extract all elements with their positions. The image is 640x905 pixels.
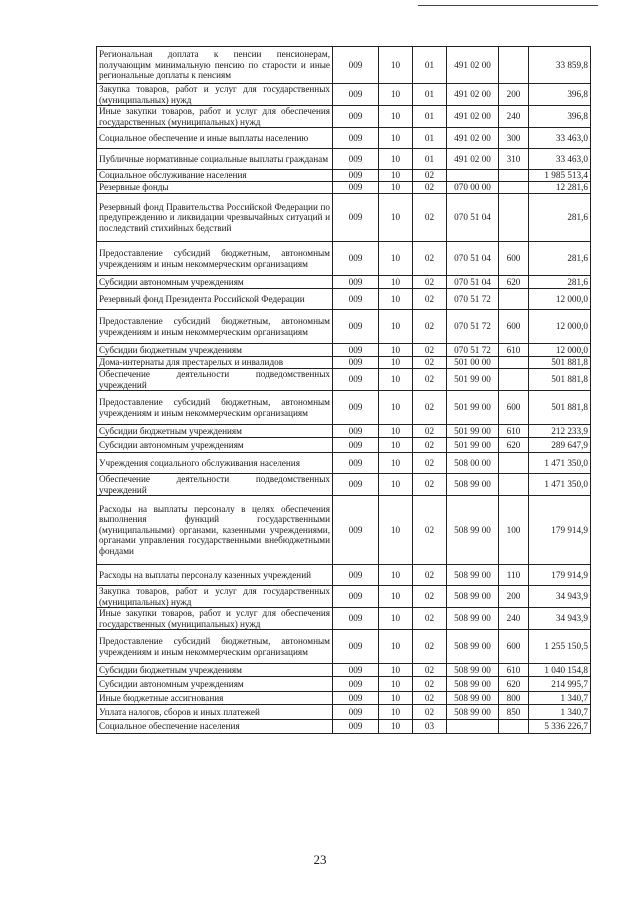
table-row <box>97 170 591 182</box>
table-row <box>97 496 591 565</box>
row-name: Субсидии бюджетным учреждениям <box>97 344 333 357</box>
table-row <box>97 357 591 369</box>
row-vr: 850 <box>499 705 529 720</box>
row-csr: 508 99 00 <box>447 630 499 664</box>
row-pr: 02 <box>413 474 447 496</box>
row-vr <box>499 170 529 182</box>
row-rz: 10 <box>379 194 413 242</box>
table-row <box>97 84 591 106</box>
row-pr: 02 <box>413 453 447 474</box>
row-vr: 610 <box>499 425 529 438</box>
table-row <box>97 194 591 242</box>
row-rz: 10 <box>379 369 413 391</box>
row-name: Иные закупки товаров, работ и услуг для обеспечения государственных (муниципальных) нужд <box>97 106 333 128</box>
row-ved: 009 <box>333 149 379 170</box>
row-vr: 110 <box>499 565 529 586</box>
row-rz: 10 <box>379 344 413 357</box>
row-name: Предоставление субсидий бюджетным, автономным учреждениям и иным некоммерческим организациям <box>97 630 333 664</box>
row-vr <box>499 182 529 194</box>
row-sum: 281,6 <box>529 194 591 242</box>
row-name: Резервный фонд Президента Российской Федерации <box>97 289 333 310</box>
row-sum: 1 471 350,0 <box>529 453 591 474</box>
row-sum: 212 233,9 <box>529 425 591 438</box>
row-ved: 009 <box>333 310 379 344</box>
row-sum: 1 985 513,4 <box>529 170 591 182</box>
row-vr: 310 <box>499 149 529 170</box>
row-name: Социальное обеспечение населения <box>97 720 333 734</box>
row-ved: 009 <box>333 705 379 720</box>
row-csr <box>447 720 499 734</box>
row-csr: 508 99 00 <box>447 664 499 677</box>
row-ved: 009 <box>333 106 379 128</box>
row-csr: 508 00 00 <box>447 453 499 474</box>
row-ved: 009 <box>333 692 379 705</box>
row-rz: 10 <box>379 128 413 149</box>
row-rz: 10 <box>379 106 413 128</box>
row-csr: 508 99 00 <box>447 608 499 630</box>
row-pr: 02 <box>413 344 447 357</box>
row-ved: 009 <box>333 47 379 84</box>
row-name: Предоставление субсидий бюджетным, автономным учреждениям и иным некоммерческим организациям <box>97 391 333 425</box>
row-vr: 600 <box>499 310 529 344</box>
row-pr: 02 <box>413 705 447 720</box>
row-rz: 10 <box>379 664 413 677</box>
row-ved: 009 <box>333 438 379 453</box>
table-row <box>97 705 591 720</box>
row-csr: 508 99 00 <box>447 565 499 586</box>
row-pr: 03 <box>413 720 447 734</box>
row-name: Субсидии бюджетным учреждениям <box>97 664 333 677</box>
row-sum: 396,8 <box>529 84 591 106</box>
table-row <box>97 310 591 344</box>
row-pr: 02 <box>413 276 447 289</box>
row-pr: 02 <box>413 357 447 369</box>
row-ved: 009 <box>333 170 379 182</box>
row-vr <box>499 474 529 496</box>
row-sum: 179 914,9 <box>529 496 591 565</box>
row-csr: 070 51 04 <box>447 242 499 276</box>
row-vr: 100 <box>499 496 529 565</box>
row-name: Региональная доплата к пенсии пенсионерам, получающим минимальную пенсию по старости и иные региональные доплаты к пенсиям <box>97 47 333 84</box>
row-ved: 009 <box>333 677 379 692</box>
row-vr <box>499 357 529 369</box>
row-sum: 501 881,8 <box>529 369 591 391</box>
row-sum: 34 943,9 <box>529 608 591 630</box>
row-name: Расходы на выплаты персоналу казенных учреждений <box>97 565 333 586</box>
row-vr: 300 <box>499 128 529 149</box>
row-csr: 070 51 72 <box>447 344 499 357</box>
table-row <box>97 182 591 194</box>
row-rz: 10 <box>379 438 413 453</box>
row-pr: 02 <box>413 677 447 692</box>
row-csr: 070 51 04 <box>447 194 499 242</box>
row-sum: 1 255 150,5 <box>529 630 591 664</box>
row-sum: 34 943,9 <box>529 586 591 608</box>
row-rz: 10 <box>379 357 413 369</box>
row-vr: 600 <box>499 630 529 664</box>
table-row <box>97 276 591 289</box>
row-vr: 800 <box>499 692 529 705</box>
table-row <box>97 474 591 496</box>
row-sum: 1 340,7 <box>529 705 591 720</box>
row-ved: 009 <box>333 289 379 310</box>
row-ved: 009 <box>333 664 379 677</box>
row-csr <box>447 170 499 182</box>
row-pr: 01 <box>413 47 447 84</box>
row-pr: 02 <box>413 289 447 310</box>
row-ved: 009 <box>333 357 379 369</box>
row-vr <box>499 720 529 734</box>
row-name: Уплата налогов, сборов и иных платежей <box>97 705 333 720</box>
table-row <box>97 586 591 608</box>
row-rz: 10 <box>379 276 413 289</box>
budget-table <box>96 46 591 734</box>
row-sum: 281,6 <box>529 242 591 276</box>
row-rz: 10 <box>379 170 413 182</box>
row-vr: 240 <box>499 106 529 128</box>
row-vr: 610 <box>499 664 529 677</box>
row-pr: 02 <box>413 692 447 705</box>
row-name: Обеспечение деятельности подведомственных учреждений <box>97 474 333 496</box>
row-rz: 10 <box>379 242 413 276</box>
row-sum: 501 881,8 <box>529 357 591 369</box>
row-sum: 12 000,0 <box>529 289 591 310</box>
row-csr: 491 02 00 <box>447 106 499 128</box>
row-rz: 10 <box>379 496 413 565</box>
row-name: Предоставление субсидий бюджетным, автономным учреждениям и иным некоммерческим организациям <box>97 310 333 344</box>
row-name: Иные закупки товаров, работ и услуг для обеспечения государственных (муниципальных) нужд <box>97 608 333 630</box>
row-ved: 009 <box>333 391 379 425</box>
row-rz: 10 <box>379 720 413 734</box>
row-sum: 396,8 <box>529 106 591 128</box>
row-ved: 009 <box>333 720 379 734</box>
row-pr: 01 <box>413 149 447 170</box>
row-ved: 009 <box>333 608 379 630</box>
row-csr: 508 99 00 <box>447 474 499 496</box>
row-vr: 620 <box>499 677 529 692</box>
row-ved: 009 <box>333 425 379 438</box>
row-csr: 491 02 00 <box>447 47 499 84</box>
row-rz: 10 <box>379 310 413 344</box>
row-sum: 1 471 350,0 <box>529 474 591 496</box>
row-sum: 501 881,8 <box>529 391 591 425</box>
row-sum: 1 040 154,8 <box>529 664 591 677</box>
table-row <box>97 47 591 84</box>
table-row <box>97 391 591 425</box>
row-rz: 10 <box>379 565 413 586</box>
row-pr: 01 <box>413 106 447 128</box>
row-name: Учреждения социального обслуживания населения <box>97 453 333 474</box>
table-row <box>97 149 591 170</box>
row-ved: 009 <box>333 182 379 194</box>
row-vr <box>499 453 529 474</box>
table-row <box>97 289 591 310</box>
row-vr <box>499 47 529 84</box>
row-pr: 02 <box>413 242 447 276</box>
row-name: Иные бюджетные ассигнования <box>97 692 333 705</box>
row-csr: 501 99 00 <box>447 391 499 425</box>
row-vr: 240 <box>499 608 529 630</box>
row-rz: 10 <box>379 391 413 425</box>
table-row <box>97 128 591 149</box>
table-row <box>97 565 591 586</box>
top-rule <box>418 5 598 6</box>
table-row <box>97 720 591 734</box>
row-vr: 200 <box>499 84 529 106</box>
row-sum: 33 463,0 <box>529 149 591 170</box>
row-name: Расходы на выплаты персоналу в целях обеспечения выполнения функций государственными (муниципальными) органами, казенными учреждениями, органами управления государственными внебюджетными фондами <box>97 496 333 565</box>
row-vr: 600 <box>499 391 529 425</box>
row-vr <box>499 289 529 310</box>
row-name: Дома-интернаты для престарелых и инвалидов <box>97 357 333 369</box>
row-rz: 10 <box>379 474 413 496</box>
row-pr: 02 <box>413 369 447 391</box>
row-csr: 070 51 72 <box>447 289 499 310</box>
row-pr: 01 <box>413 84 447 106</box>
page-number: 23 <box>313 852 327 867</box>
row-rz: 10 <box>379 425 413 438</box>
row-csr: 491 02 00 <box>447 84 499 106</box>
row-vr: 620 <box>499 276 529 289</box>
table-row <box>97 677 591 692</box>
row-name: Публичные нормативные социальные выплаты гражданам <box>97 149 333 170</box>
table-row <box>97 630 591 664</box>
row-sum: 33 859,8 <box>529 47 591 84</box>
row-name: Субсидии автономным учреждениям <box>97 677 333 692</box>
row-ved: 009 <box>333 194 379 242</box>
row-rz: 10 <box>379 608 413 630</box>
row-sum: 1 340,7 <box>529 692 591 705</box>
row-pr: 01 <box>413 128 447 149</box>
row-pr: 02 <box>413 586 447 608</box>
row-ved: 009 <box>333 496 379 565</box>
table-row <box>97 242 591 276</box>
row-vr: 610 <box>499 344 529 357</box>
row-sum: 289 647,9 <box>529 438 591 453</box>
row-rz: 10 <box>379 677 413 692</box>
row-name: Закупка товаров, работ и услуг для государственных (муниципальных) нужд <box>97 586 333 608</box>
row-sum: 281,6 <box>529 276 591 289</box>
row-csr: 501 99 00 <box>447 369 499 391</box>
row-csr: 508 99 00 <box>447 705 499 720</box>
row-csr: 501 00 00 <box>447 357 499 369</box>
row-name: Субсидии автономным учреждениям <box>97 276 333 289</box>
row-csr: 070 00 00 <box>447 182 499 194</box>
table-row <box>97 438 591 453</box>
table-row <box>97 664 591 677</box>
row-sum: 179 914,9 <box>529 565 591 586</box>
row-sum: 214 995,7 <box>529 677 591 692</box>
row-rz: 10 <box>379 84 413 106</box>
row-ved: 009 <box>333 84 379 106</box>
row-csr: 508 99 00 <box>447 496 499 565</box>
row-csr: 501 99 00 <box>447 438 499 453</box>
row-name: Обеспечение деятельности подведомственных учреждений <box>97 369 333 391</box>
row-name: Субсидии бюджетным учреждениям <box>97 425 333 438</box>
row-sum: 12 000,0 <box>529 344 591 357</box>
row-pr: 02 <box>413 170 447 182</box>
table-row <box>97 692 591 705</box>
row-csr: 508 99 00 <box>447 692 499 705</box>
table-row <box>97 453 591 474</box>
row-vr <box>499 369 529 391</box>
row-pr: 02 <box>413 630 447 664</box>
row-ved: 009 <box>333 586 379 608</box>
row-sum: 5 336 226,7 <box>529 720 591 734</box>
row-rz: 10 <box>379 47 413 84</box>
row-ved: 009 <box>333 344 379 357</box>
row-pr: 02 <box>413 608 447 630</box>
row-vr: 200 <box>499 586 529 608</box>
row-csr: 491 02 00 <box>447 128 499 149</box>
row-sum: 33 463,0 <box>529 128 591 149</box>
row-csr: 070 51 72 <box>447 310 499 344</box>
row-rz: 10 <box>379 630 413 664</box>
row-vr <box>499 194 529 242</box>
row-rz: 10 <box>379 692 413 705</box>
row-ved: 009 <box>333 565 379 586</box>
row-sum: 12 281,6 <box>529 182 591 194</box>
row-ved: 009 <box>333 128 379 149</box>
row-rz: 10 <box>379 149 413 170</box>
row-csr: 070 51 04 <box>447 276 499 289</box>
row-rz: 10 <box>379 705 413 720</box>
row-rz: 10 <box>379 289 413 310</box>
row-rz: 10 <box>379 182 413 194</box>
row-name: Социальное обслуживание населения <box>97 170 333 182</box>
row-name: Социальное обеспечение и иные выплаты населению <box>97 128 333 149</box>
row-name: Резервные фонды <box>97 182 333 194</box>
row-pr: 02 <box>413 310 447 344</box>
table-row <box>97 425 591 438</box>
row-sum: 12 000,0 <box>529 310 591 344</box>
table-row <box>97 106 591 128</box>
row-pr: 02 <box>413 391 447 425</box>
row-ved: 009 <box>333 242 379 276</box>
table-row <box>97 369 591 391</box>
table-row <box>97 344 591 357</box>
row-pr: 02 <box>413 438 447 453</box>
row-csr: 508 99 00 <box>447 677 499 692</box>
row-csr: 491 02 00 <box>447 149 499 170</box>
row-ved: 009 <box>333 474 379 496</box>
row-csr: 501 99 00 <box>447 425 499 438</box>
row-pr: 02 <box>413 425 447 438</box>
row-name: Закупка товаров, работ и услуг для государственных (муниципальных) нужд <box>97 84 333 106</box>
row-ved: 009 <box>333 369 379 391</box>
row-pr: 02 <box>413 194 447 242</box>
row-pr: 02 <box>413 565 447 586</box>
row-ved: 009 <box>333 276 379 289</box>
row-name: Субсидии автономным учреждениям <box>97 438 333 453</box>
row-csr: 508 99 00 <box>447 586 499 608</box>
row-name: Резервный фонд Правительства Российской Федерации по предупреждению и ликвидации чрезвычайных ситуаций и последствий стихийных бедствий <box>97 194 333 242</box>
table-row <box>97 608 591 630</box>
row-vr: 600 <box>499 242 529 276</box>
row-name: Предоставление субсидий бюджетным, автономным учреждениям и иным некоммерческим организациям <box>97 242 333 276</box>
row-pr: 02 <box>413 496 447 565</box>
row-ved: 009 <box>333 630 379 664</box>
row-pr: 02 <box>413 182 447 194</box>
row-rz: 10 <box>379 453 413 474</box>
row-vr: 620 <box>499 438 529 453</box>
row-pr: 02 <box>413 664 447 677</box>
row-ved: 009 <box>333 453 379 474</box>
row-rz: 10 <box>379 586 413 608</box>
